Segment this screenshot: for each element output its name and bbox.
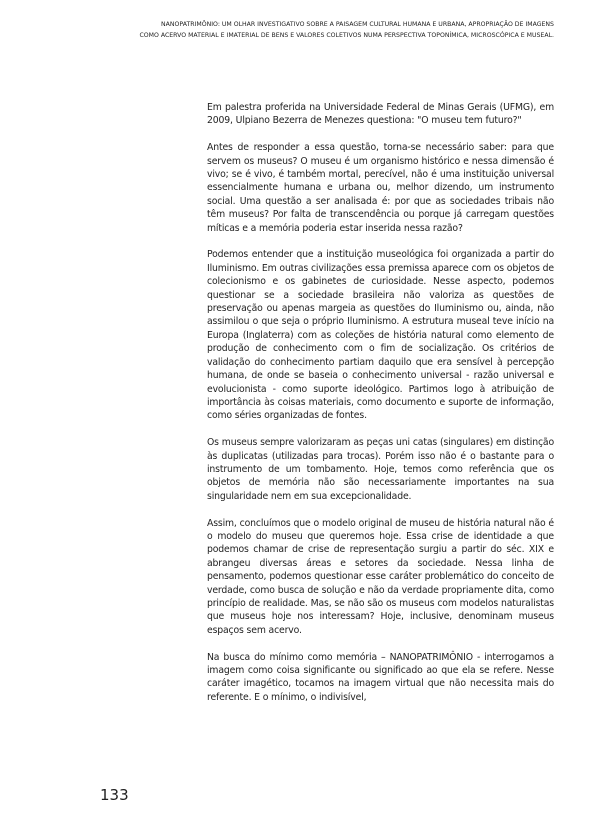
paragraph: Assim, concluímos que o modelo original de museu de história natural não é o modelo do museu que queremos hoje. Essa crise de identidade a que podemos chamar de crise de representação surgiu a partir do séc. XIX e abrangeu diversas áreas e setores da sociedade. Nessa linha de pensamento, podemos questionar esse caráter problemático do conceito de verdade, como busca de solução e não da verdade propriamente dita, como princípio de realidade. Mas, se não são os museus com modelos naturalistas que museus hoje nos interessam? Hoje, inclusive, denominam museus espaços sem acervo. [207,517,554,636]
paragraph: Podemos entender que a instituição museológica foi organizada a partir do Iluminismo. Em outras civilizações essa premissa aparece com os objetos de colecionismo e os gabinetes de curiosidade. Nesse aspecto, podemos questionar se a sociedade brasileira não valoriza as questões de preservação ou apenas margeia as questões do Iluminismo ou, ainda, não assimilou o que seja o próprio Iluminismo. A estrutura museal teve início na Europa (Inglaterra) com as coleções de história natural como elemento de produção de conhecimento com o fim de socialização. Os critérios de validação do conhecimento partiam daquilo que era sensível à percepção humana, de onde se baseia o conhecimento universal - razão universal e evolucionista - como suporte ideológico. Partimos logo à atribuição de importância às coisas materiais, como documento e suporte de informação, como séries organizadas de fontes. [207,249,554,422]
running-header-line-2: COMO ACERVO MATERIAL E IMATERIAL DE BENS E VALORES COLETIVOS NUMA PERSPECTIVA TOPONÍMICA, MICROSCÓPICA E MUSEAL. [139,31,554,39]
body-text [207,101,554,718]
running-header-line-1: NANOPATRIMÔNIO: UM OLHAR INVESTIGATIVO SOBRE A PAISAGEM CULTURAL HUMANA E URBANA, APROPRIAÇÃO DE IMAGENS [161,21,554,28]
paragraph: Em palestra proferida na Universidade Federal de Minas Gerais (UFMG), em 2009, Ulpiano Bezerra de Menezes questiona: "O museu tem futuro?" [207,102,554,127]
paragraph: Antes de responder a essa questão, torna-se necessário saber: para que servem os museus? O museu é um organismo histórico e nessa dimensão é vivo; se é vivo, é também mortal, perecível, não é uma instituição universal essencialmente humana e urbana ou, melhor dizendo, um instrumento social. Uma questão a ser analisada é: por que as sociedades tribais não têm museus? Por falta de transcendência ou porque já carregam questões míticas e a memória poderia estar inserida nessa razão? [207,142,554,234]
page-number: 133 [100,786,129,804]
paragraph: Na busca do mínimo como memória – NANOPATRIMÔNIO - interrogamos a imagem como coisa significante ou significado ao que ela se refere. Nesse caráter imagético, tocamos na imagem virtual que não necessita mais do referente. E o mínimo, o indivisível, [207,651,554,703]
running-header [20,20,554,41]
paragraph: Os museus sempre valorizaram as peças uni catas (singulares) em distinção às duplicatas (utilizadas para trocas). Porém isso não é o bastante para o instrumento de um tombamento. Hoje, temos como referência que os objetos de memória não são necessariamente importantes na sua singularidade nem em sua excepcionalidade. [207,437,554,502]
